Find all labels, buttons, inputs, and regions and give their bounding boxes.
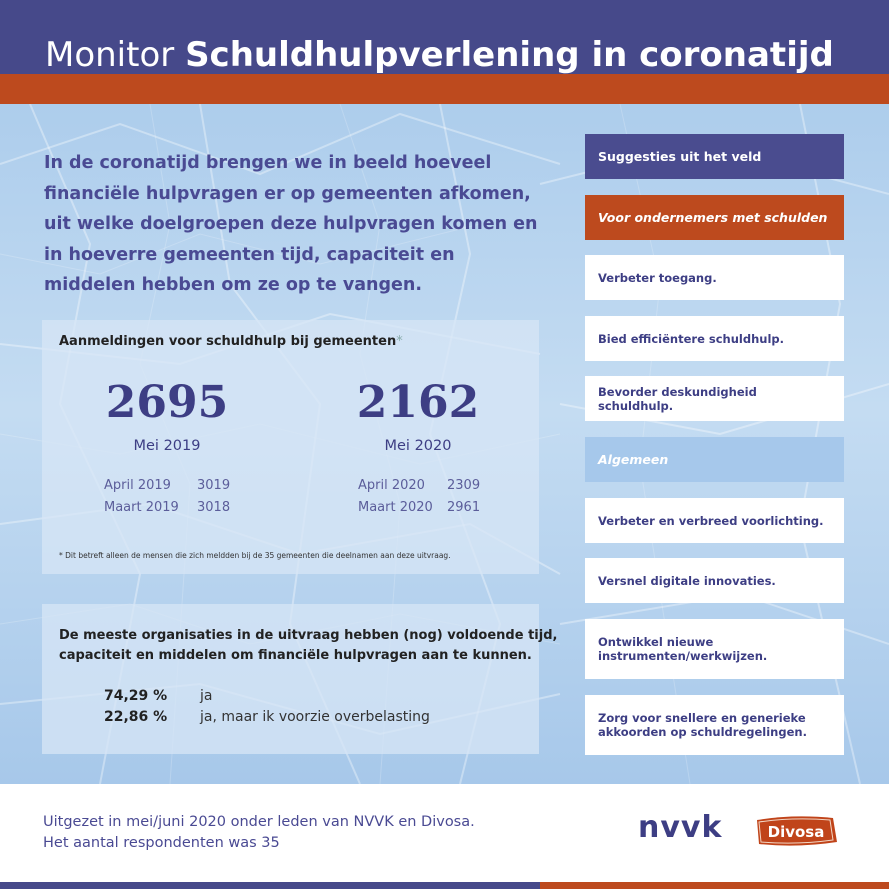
value-march-2019: 3018: [197, 500, 231, 515]
suggestion-item: Ontwikkel nieuwe instrumenten/werkwijzen.: [585, 619, 844, 679]
intro-text: In de coronatijd brengen we in beeld hoeveel financiële hulpvragen er op gemeenten afkomen, uit welke doelgroepen deze hulpvragen komen en in hoeverre gemeenten tijd, capaciteit en middelen hebben om ze op te vangen.: [44, 153, 538, 295]
pct-yes-overload-label: ja, maar ik voorzie overbelasting: [200, 709, 430, 725]
label-march-2020: Maart 2020: [358, 500, 433, 515]
footer-text: [43, 812, 475, 854]
page-title: [45, 35, 834, 75]
nvvk-logo: nvvk: [638, 810, 723, 845]
value-april-2019: 3019: [197, 478, 231, 493]
registrations-asterisk: *: [396, 334, 403, 349]
month-may-2020: Mei 2020: [384, 438, 452, 454]
count-may-2019: 2695: [105, 377, 229, 428]
capacity-heading-line1: De meeste organisaties in de uitvraag hebben (nog) voldoende tijd,: [59, 628, 558, 643]
footer-line2: Het aantal respondenten was 35: [43, 835, 280, 851]
pct-yes: 74,29 %: [104, 688, 168, 704]
section-entrepreneurs: Voor ondernemers met schulden: [585, 195, 844, 240]
divosa-logo-text: Divosa: [767, 823, 825, 841]
pct-yes-label: ja: [200, 688, 213, 704]
value-march-2020: 2961: [447, 500, 481, 515]
footer-band-orange: [540, 882, 889, 889]
pct-yes-overload: 22,86 %: [104, 709, 168, 725]
suggestions-header: Suggesties uit het veld: [585, 134, 844, 179]
registrations-footnote: * Dit betreft alleen de mensen die zich meldden bij de 35 gemeenten die deelnamen aan deze uitvraag.: [59, 551, 451, 560]
suggestion-item: Bied efficiëntere schuldhulp.: [585, 316, 844, 361]
registrations-heading-text: Aanmeldingen voor schuldhulp bij gemeenten: [59, 334, 397, 349]
header-band-orange: [0, 74, 889, 104]
page-title-light: Monitor: [45, 35, 175, 75]
suggestion-item: Verbeter en verbreed voorlichting.: [585, 498, 844, 543]
capacity-heading-line2: capaciteit en middelen om financiële hulpvragen aan te kunnen.: [59, 648, 532, 663]
value-april-2020: 2309: [447, 478, 481, 493]
registrations-heading: [59, 334, 403, 349]
label-april-2020: April 2020: [358, 478, 425, 493]
footer-band-blue: [0, 882, 540, 889]
count-may-2020: 2162: [356, 377, 480, 428]
suggestion-item: Zorg voor snellere en generieke akkoorden op schuldregelingen.: [585, 695, 844, 755]
label-march-2019: Maart 2019: [104, 500, 179, 515]
suggestion-item: Verbeter toegang.: [585, 255, 844, 300]
label-april-2019: April 2019: [104, 478, 171, 493]
month-may-2019: Mei 2019: [133, 438, 201, 454]
footer-line1: Uitgezet in mei/juni 2020 onder leden van NVVK en Divosa.: [43, 814, 475, 830]
page-title-bold: Schuldhulpverlening in coronatijd: [185, 35, 834, 75]
suggestion-item: Versnel digitale innovaties.: [585, 558, 844, 603]
section-general: Algemeen: [585, 437, 844, 482]
suggestion-item: Bevorder deskundigheid schuldhulp.: [585, 376, 844, 421]
capacity-panel: [42, 604, 539, 754]
divosa-logo: [753, 814, 839, 848]
